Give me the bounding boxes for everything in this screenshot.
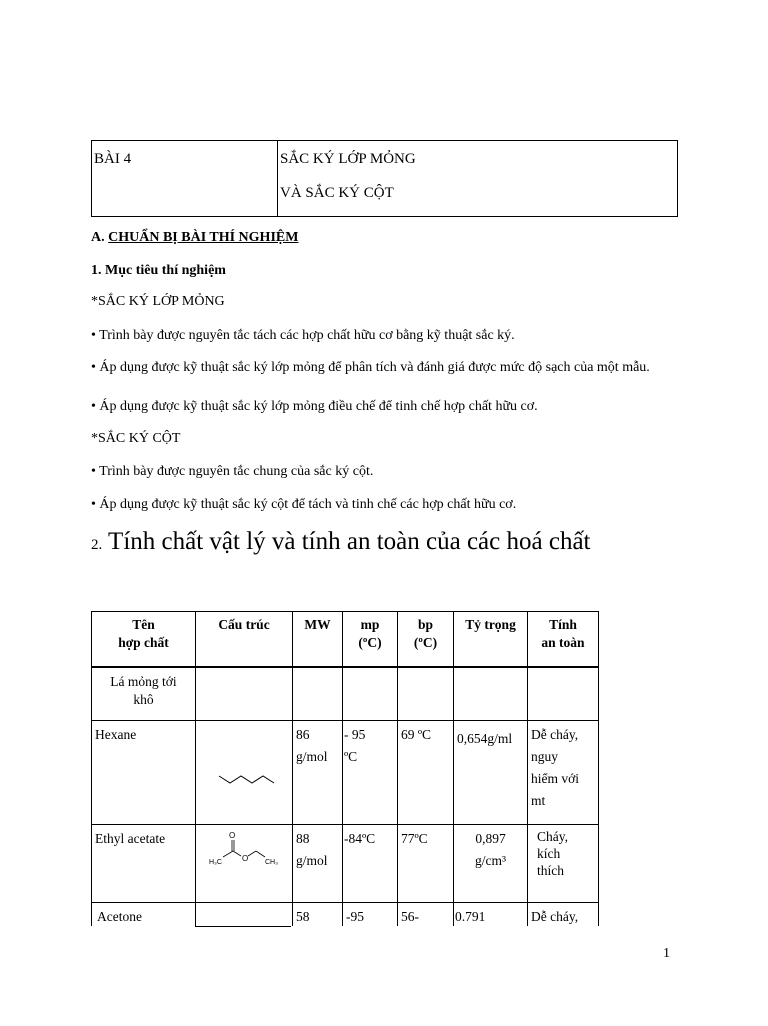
tlc-objective-3: • Áp dụng được kỹ thuật sắc ký lớp mỏng điều chế để tinh chế hợp chất hữu cơ. [91,399,538,414]
cell-hexane-density: 0,654g/ml [454,721,528,825]
section-2-heading [91,528,590,556]
cell-acetone-bp: 56- [398,903,454,963]
objectives-heading: 1. Mục tiêu thí nghiệm [91,263,226,278]
cell-ethyl-acetate-name: Ethyl acetate [92,825,196,903]
structure-cell-bottom-border [195,926,291,927]
section-2-number: 2. [91,537,103,553]
header-density: Tỷ trọng [454,612,528,667]
page-bottom-margin [0,926,768,1026]
cell-ethyl-acetate-density: 0,897 g/cm³ [454,825,528,903]
header-divider [277,141,278,216]
table-row [92,825,599,903]
header-bp: bp (ºC) [398,612,454,667]
hexane-structure-icon [199,724,289,804]
cell-ethyl-acetate-mp: -84ºC [343,825,398,903]
lesson-header-box [91,140,678,217]
section-a-heading [91,230,298,246]
cell-hexane-bp: 69 ºC [398,721,454,825]
lesson-number: BÀI 4 [94,151,132,167]
table-row [92,667,599,721]
cell-ethyl-acetate-safety: Cháy, kích thích [528,825,599,903]
cell-hexane-safety: Dễ cháy, nguy hiểm với mt [528,721,599,825]
chemicals-table [91,611,599,963]
struct-carbonyl-o: O [229,831,236,840]
section-a-title: CHUẨN BỊ BÀI THÍ NGHIỆM [108,230,299,245]
cell-hexane-structure [196,721,293,825]
lesson-title-line1: SẮC KÝ LỚP MỎNG [280,151,416,167]
tlc-objective-2: • Áp dụng được kỹ thuật sắc ký lớp mỏng để phân tích và đánh giá được mức độ sạch của một mẫu. [91,360,650,375]
tlc-heading: *SẮC KÝ LỚP MỎNG [91,294,225,309]
cell-ethyl-acetate-mw: 88 g/mol [293,825,343,903]
struct-ester-o: O [242,854,249,863]
table-header-row [92,612,599,667]
section-2-title: Tính chất vật lý và tính an toàn của các hoá chất [102,528,591,555]
cell-hexane-mw: 86 g/mol [293,721,343,825]
cell-acetone-mw: 58 [293,903,343,963]
section-a-prefix: A. [91,230,109,245]
cell-acetone-name: Acetone [92,903,196,963]
struct-left-methyl: H₃C [209,859,222,866]
column-objective-1: • Trình bày được nguyên tắc chung của sắc ký cột. [91,464,374,479]
cell-acetone-safety: Dễ cháy, [528,903,599,963]
header-mw: MW [293,612,343,667]
cell-hexane-name: Hexane [92,721,196,825]
cell-hexane-mp: - 95 ºC [343,721,398,825]
lesson-title-line2: VÀ SẮC KÝ CỘT [280,185,394,201]
ethyl-acetate-structure-icon [199,828,289,878]
table-row [92,721,599,825]
cell-ethyl-acetate-bp: 77ºC [398,825,454,903]
header-structure: Cấu trúc [196,612,293,667]
cell-acetone-mp: -95 [343,903,398,963]
struct-right-methyl: CH₃ [265,859,278,866]
cell-acetone-density: 0.791 [454,903,528,963]
header-mp: mp (ºC) [343,612,398,667]
column-objective-2: • Áp dụng được kỹ thuật sắc ký cột để tách và tinh chế các hợp chất hữu cơ. [91,497,517,512]
cell-tlc-plate-name: Lá mỏng tới khô [92,667,196,721]
tlc-objective-1: • Trình bày được nguyên tắc tách các hợp chất hữu cơ bằng kỹ thuật sắc ký. [91,328,515,343]
page-number: 1 [663,946,670,961]
column-heading: *SẮC KÝ CỘT [91,431,181,446]
header-safety: Tính an toàn [528,612,599,667]
header-name: Tên hợp chất [92,612,196,667]
cell-ethyl-acetate-structure [196,825,293,903]
